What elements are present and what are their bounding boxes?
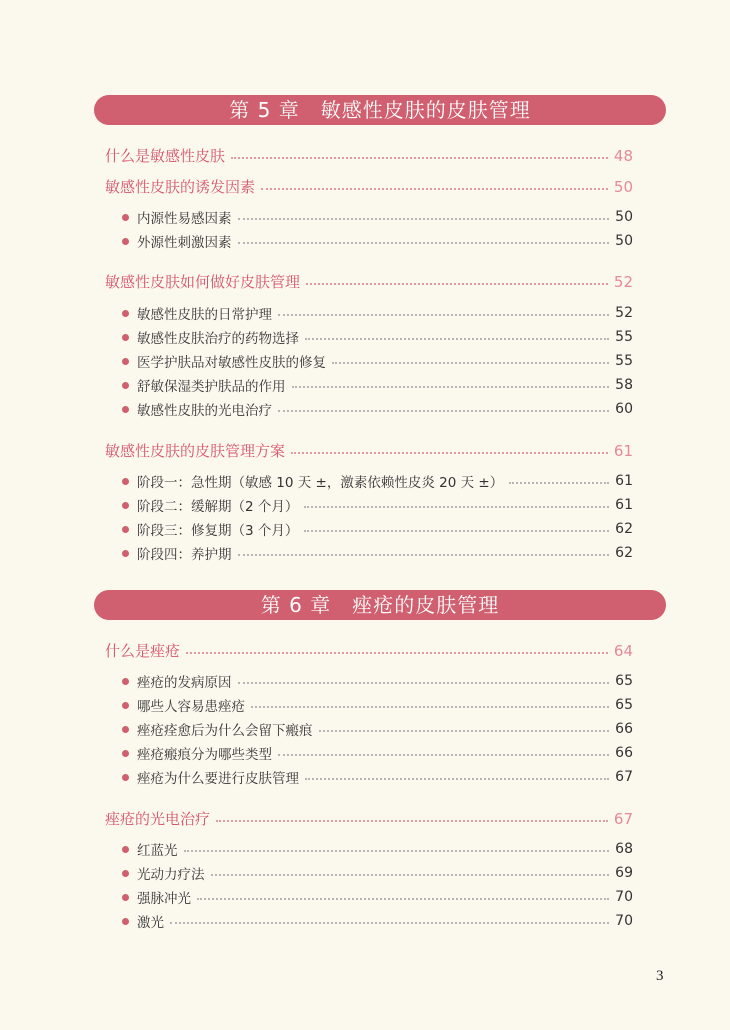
bullet-icon (122, 214, 129, 221)
toc-item[interactable] (122, 695, 633, 715)
leader-dots (251, 706, 609, 708)
item-page: 66 (615, 745, 633, 761)
toc-item[interactable] (122, 303, 633, 323)
item-label: 痤疮为什么要进行皮肤管理 (137, 771, 299, 787)
toc-item[interactable] (122, 375, 633, 395)
leader-dots (305, 338, 609, 340)
item-label: 光动力疗法 (137, 867, 205, 883)
section-page: 64 (613, 641, 633, 660)
item-label: 医学护肤品对敏感性皮肤的修复 (137, 355, 326, 371)
bullet-icon (122, 358, 129, 365)
toc-item[interactable] (122, 231, 633, 251)
toc-item[interactable] (122, 543, 633, 563)
bullet-icon (122, 478, 129, 485)
leader-dots (170, 922, 609, 924)
chapter-6-header: 第 6 章 痤疮的皮肤管理 (94, 590, 666, 620)
item-label: 哪些人容易患痤疮 (137, 699, 245, 715)
item-page: 62 (615, 521, 633, 537)
chapter-5-header: 第 5 章 敏感性皮肤的皮肤管理 (94, 95, 666, 125)
item-page: 65 (615, 697, 633, 713)
bullet-icon (122, 702, 129, 709)
item-page: 66 (615, 721, 633, 737)
item-page: 68 (615, 841, 633, 857)
leader-dots (278, 314, 609, 316)
toc-item[interactable] (122, 671, 633, 691)
item-page: 61 (615, 473, 633, 489)
leader-dots (332, 362, 609, 364)
item-label: 阶段四：养护期 (137, 547, 232, 563)
leader-dots (216, 820, 608, 822)
item-page: 70 (615, 889, 633, 905)
toc-item[interactable] (122, 767, 633, 787)
item-page: 58 (615, 377, 633, 393)
item-label: 舒敏保湿类护肤品的作用 (137, 379, 286, 395)
item-page: 52 (615, 305, 633, 321)
item-page: 55 (615, 329, 633, 345)
toc-section-3[interactable] (105, 271, 633, 292)
leader-dots (305, 778, 609, 780)
item-label: 阶段二：缓解期（2 个月） (137, 499, 299, 515)
section-title: 敏感性皮肤如何做好皮肤管理 (105, 273, 301, 291)
leader-dots (184, 850, 610, 852)
toc-item[interactable] (122, 863, 633, 883)
leader-dots (261, 188, 608, 190)
item-label: 阶段三：修复期（3 个月） (137, 523, 299, 539)
leader-dots (291, 452, 608, 454)
item-page: 50 (615, 209, 633, 225)
leader-dots (319, 730, 610, 732)
leader-dots (278, 410, 609, 412)
item-page: 69 (615, 865, 633, 881)
item-label: 激光 (137, 915, 164, 931)
item-label: 内源性易感因素 (137, 211, 232, 227)
section-title: 什么是敏感性皮肤 (105, 147, 226, 165)
toc-section-2[interactable] (105, 176, 633, 197)
bullet-icon (122, 406, 129, 413)
toc-section-5[interactable] (105, 640, 633, 661)
toc-item[interactable] (122, 495, 633, 515)
item-label: 痤疮瘢痕分为哪些类型 (137, 747, 272, 763)
item-label: 痤疮的发病原因 (137, 675, 232, 691)
bullet-icon (122, 846, 129, 853)
toc-item[interactable] (122, 471, 633, 491)
bullet-icon (122, 526, 129, 533)
toc-item[interactable] (122, 743, 633, 763)
item-label: 痤疮痊愈后为什么会留下瘢痕 (137, 723, 313, 739)
toc-section-6[interactable] (105, 808, 633, 829)
bullet-icon (122, 918, 129, 925)
bullet-icon (122, 774, 129, 781)
leader-dots (238, 554, 610, 556)
item-page: 50 (615, 233, 633, 249)
bullet-icon (122, 870, 129, 877)
section-page: 52 (613, 272, 633, 291)
leader-dots (238, 218, 610, 220)
section-title: 痤疮的光电治疗 (105, 810, 211, 828)
leader-dots (304, 530, 609, 532)
leader-dots (197, 898, 609, 900)
item-label: 阶段一：急性期（敏感 10 天 ±，激素依赖性皮炎 20 天 ±） (137, 475, 504, 491)
item-label: 红蓝光 (137, 843, 178, 859)
toc-item[interactable] (122, 519, 633, 539)
bullet-icon (122, 550, 129, 557)
leader-dots (306, 283, 608, 285)
bullet-icon (122, 238, 129, 245)
section-page: 61 (613, 441, 633, 460)
leader-dots (238, 682, 610, 684)
leader-dots (292, 386, 610, 388)
bullet-icon (122, 502, 129, 509)
leader-dots (509, 482, 609, 484)
item-label: 敏感性皮肤的日常护理 (137, 307, 272, 323)
leader-dots (211, 874, 610, 876)
item-label: 敏感性皮肤的光电治疗 (137, 403, 272, 419)
section-page: 67 (613, 809, 633, 828)
item-page: 60 (615, 401, 633, 417)
toc-item[interactable] (122, 351, 633, 371)
section-title: 敏感性皮肤的诱发因素 (105, 178, 256, 196)
item-page: 65 (615, 673, 633, 689)
leader-dots (278, 754, 609, 756)
item-label: 敏感性皮肤治疗的药物选择 (137, 331, 299, 347)
bullet-icon (122, 310, 129, 317)
section-page: 48 (613, 146, 633, 165)
item-label: 强脉冲光 (137, 891, 191, 907)
leader-dots (186, 652, 608, 654)
section-page: 50 (613, 177, 633, 196)
section-title: 什么是痤疮 (105, 642, 181, 660)
item-page: 55 (615, 353, 633, 369)
toc-item[interactable] (122, 207, 633, 227)
leader-dots (238, 242, 610, 244)
leader-dots (231, 157, 608, 159)
toc-item[interactable] (122, 327, 633, 347)
toc-item[interactable] (122, 887, 633, 907)
bullet-icon (122, 678, 129, 685)
toc-item[interactable] (122, 399, 633, 419)
item-label: 外源性刺激因素 (137, 235, 232, 251)
bullet-icon (122, 750, 129, 757)
bullet-icon (122, 726, 129, 733)
leader-dots (304, 506, 609, 508)
item-page: 62 (615, 545, 633, 561)
bullet-icon (122, 894, 129, 901)
toc-item[interactable] (122, 719, 633, 739)
toc-section-1[interactable] (105, 145, 633, 166)
bullet-icon (122, 382, 129, 389)
toc-item[interactable] (122, 839, 633, 859)
toc-item[interactable] (122, 911, 633, 931)
page-number: 3 (656, 968, 664, 984)
bullet-icon (122, 334, 129, 341)
item-page: 67 (615, 769, 633, 785)
item-page: 61 (615, 497, 633, 513)
toc-section-4[interactable] (105, 440, 633, 461)
section-title: 敏感性皮肤的皮肤管理方案 (105, 442, 286, 460)
item-page: 70 (615, 913, 633, 929)
